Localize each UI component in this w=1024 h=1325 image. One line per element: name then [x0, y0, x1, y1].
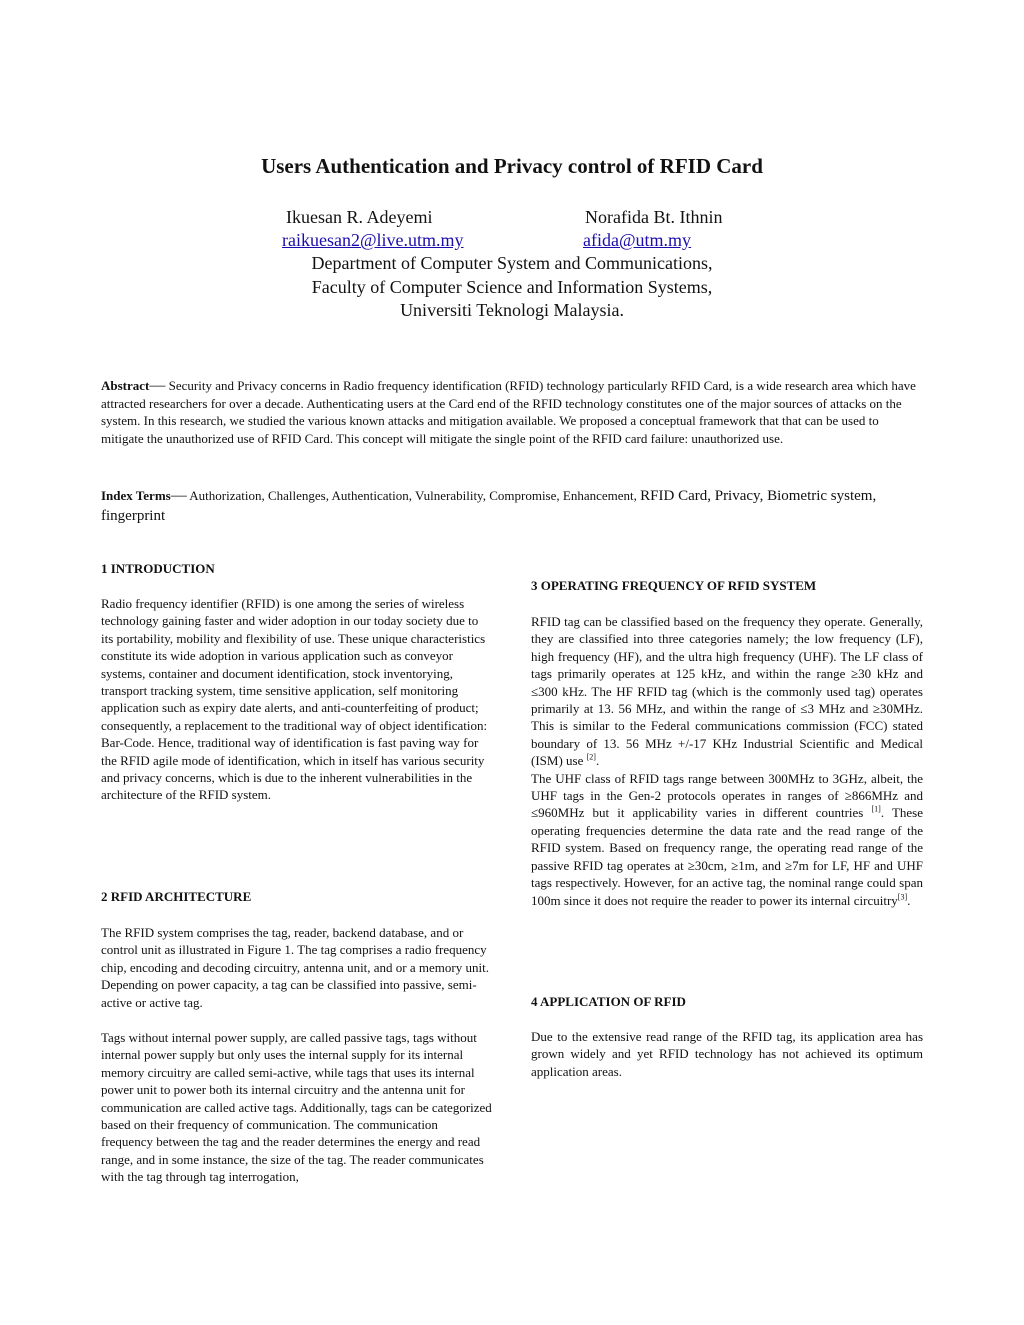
- application-paragraph: Due to the extensive read range of the RFID tag, its application area has grown widely and yet RFID technology has not achieved its optimum application areas.: [531, 1029, 923, 1079]
- index-terms-text: Authorization, Challenges, Authentication, Vulnerability, Compromise, Enhancement,: [186, 488, 641, 503]
- author-email-2[interactable]: afida@utm.my: [583, 230, 692, 250]
- introduction-paragraph: Radio frequency identifier (RFID) is one among the series of wireless technology gaining faster and wider adoption in our today society due to its portability, mobility and flexibility of use. These unique characteristics constitute its wide adoption in various application such as conveyor systems, container and document identification, stock inventorying, transport tracking system, time sensitive application, self monitoring application such as expiry date alerts, and anti-counterfeiting of product; consequently, a replacement to the traditional way of object identification: Bar-Code. Hence, traditional way of identification is fast paving way for the RFID agile mode of identification, which in itself has various security and privacy concerns, which is due to the inherent vulnerabilities in the architecture of the RFID system.: [101, 596, 488, 803]
- frequency-paragraph-2-text-cont: . These operating frequencies determine the data rate and the read range of the RFID system. Based on frequency range, the operating read range of the passive RFID tag operates at ≥30cm, ≥1m, and ≥7m for LF, HF and UHF tags respectively. However, for an active tag, the nominal range could span 100m since it does not require the reader to power its internal circuitry: [531, 805, 923, 908]
- index-terms-dash: —: [170, 487, 187, 504]
- frequency-paragraph-1-text: RFID tag can be classified based on the frequency they operate. Generally, they are classified into three categories namely; the low frequency (LF), high frequency (HF), and the ultra high frequency (UHF). The LF class of tags primarily operates at 125 kHz, and within the range ≥30 kHz and ≤300 kHz. The HF RFID tag (which is the commonly used tag) operates primarily at 13. 56 MHz, and within the range of ≤3 MHz and ≥30MHz. This is similar to the Federal communications commission (FCC) stated boundary of 13. 56 MHz +/-17 KHz Industrial Scientific and Medical (ISM) use: [531, 614, 923, 769]
- index-terms-text-large: RFID Card, Privacy, Biometric system, fingerprint: [101, 488, 877, 524]
- paper-title: Users Authentication and Privacy control of RFID Card: [261, 154, 763, 178]
- frequency-paragraph-2-text: The UHF class of RFID tags range between 300MHz to 3GHz, albeit, the UHF tags in the Gen-2 protocols operates in ranges of ≥866MHz and ≤960MHz but it applicability varies in different countries: [531, 770, 923, 821]
- affiliation-faculty: Faculty of Computer Science and Information Systems,: [311, 277, 713, 297]
- citation-1: [1]: [871, 805, 881, 815]
- abstract: [101, 377, 923, 447]
- abstract-label: Abstract: [101, 378, 150, 393]
- frequency-paragraph-2-end: .: [907, 892, 911, 908]
- abstract-text: Security and Privacy concerns in Radio frequency identification (RFID) technology particularly RFID Card, is a wide research area which have attracted researchers for over a decade. Authenticating users at the Card end of the RFID technology constitutes one of the major sources of attacks on the system. In this research, we studied the various known attacks and mitigation available. We proposed a conceptual framework that that can be used to mitigate the unauthorized use of RFID Card. This concept will mitigate the single point of the RFID card failure: unauthorized use.: [101, 378, 916, 446]
- index-terms-label: Index Terms: [101, 488, 171, 503]
- frequency-paragraph-1: [531, 613, 923, 909]
- frequency-paragraph-1-end: .: [595, 753, 600, 769]
- section-heading-operating-frequency: 3 OPERATING FREQUENCY OF RFID SYSTEM: [531, 578, 817, 593]
- author-name-2: Norafida Bt. Ithnin: [585, 207, 723, 227]
- architecture-paragraph-2: Tags without internal power supply, are called passive tags, tags without internal power supply but only uses the internal supply for its internal memory circuitry are called semi-active, while tags that uses its internal power unit to power both its internal circuitry and the antenna unit for communication are called active tags. Additionally, tags can be categorized based on their frequency of communication. The communication frequency between the tag and the reader determines the energy and read range, and in some instance, the size of the tag. The reader communicates with the tag through tag interrogation,: [101, 1030, 492, 1185]
- author-email-1[interactable]: raikuesan2@live.utm.my: [282, 230, 464, 250]
- section-heading-architecture: 2 RFID ARCHITECTURE: [101, 889, 252, 904]
- author-name-1: Ikuesan R. Adeyemi: [286, 207, 433, 227]
- citation-2: [2]: [586, 752, 596, 762]
- abstract-dash: —: [149, 377, 166, 394]
- section-heading-introduction: 1 INTRODUCTION: [101, 561, 215, 576]
- index-terms: [101, 486, 923, 526]
- section-heading-application: 4 APPLICATION OF RFID: [531, 994, 686, 1009]
- affiliation-department: Department of Computer System and Communications,: [311, 253, 713, 273]
- affiliation-university: Universiti Teknologi Malaysia.: [400, 300, 624, 320]
- architecture-paragraph-1: The RFID system comprises the tag, reader, backend database, and or control unit as illustrated in Figure 1. The tag comprises a radio frequency chip, encoding and decoding circuitry, antenna unit, and or a memory unit. Depending on power capacity, a tag can be classified into passive, semi-active or active tag.: [101, 925, 489, 1010]
- citation-3: [3]: [897, 892, 908, 902]
